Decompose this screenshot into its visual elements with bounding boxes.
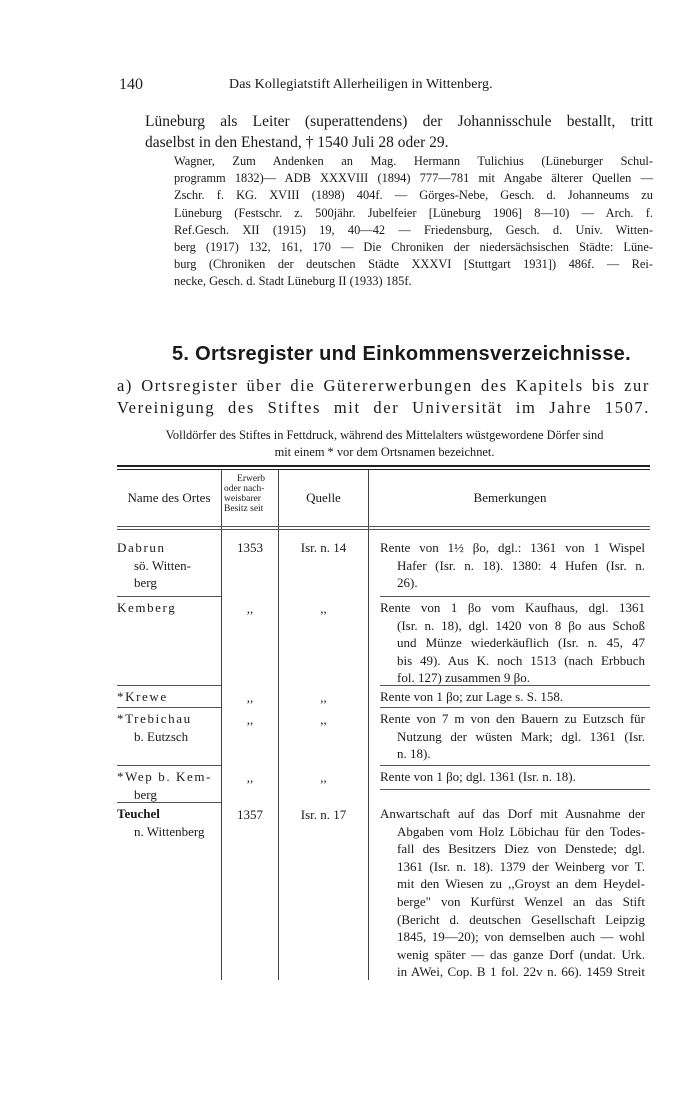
remarks <box>380 539 645 592</box>
remarks <box>380 599 645 687</box>
running-head <box>119 76 649 100</box>
remarks-line: fol. 127) zusammen 9 βo. <box>397 670 530 686</box>
header-acquired-line: Erwerb <box>237 474 265 484</box>
table-row <box>117 710 221 745</box>
remarks-line: Rente von 1 βo vom Kaufhaus, dgl. 1361 <box>380 600 645 615</box>
remarks-line: Rente von 1 βo; dgl. 1361 (Isr. n. 18). <box>380 769 576 784</box>
header-rule-thin <box>117 529 650 530</box>
header-acquired <box>224 474 278 514</box>
header-name: Name des Ortes <box>127 490 211 505</box>
row-divider <box>117 802 221 803</box>
remarks <box>380 688 645 706</box>
acquired-year: 1353 <box>237 540 263 555</box>
remarks-line: Anwartschaft auf das Dorf mit Ausnahme der <box>380 806 645 821</box>
subheading-line: Vereinigung des Stiftes mit der Universität im Jahre 1507. <box>117 398 650 417</box>
table-row <box>117 599 221 617</box>
source-ref: ,, <box>320 690 327 705</box>
remarks-line: 26). <box>397 575 418 591</box>
bib-line: Lüneburg (Festschr. z. 500jähr. Jubelfeier [Lüneburg 1906] 8—10) — Arch. f. <box>174 205 653 220</box>
subheading-line: a) Ortsregister über die Gütererwerbungen des Kapitels bis zur <box>117 376 650 395</box>
remarks-line: Nutzung der wüsten Mark; dgl. 1361 (Isr. <box>397 728 645 744</box>
page-number: 140 <box>119 76 143 93</box>
header-remarks: Bemerkungen <box>473 490 547 505</box>
remarks <box>380 768 645 786</box>
row-divider <box>117 685 221 686</box>
row-divider <box>117 707 221 708</box>
header-acquired-line: oder nach- <box>224 484 265 494</box>
remarks-line: Rente von 1½ βo, dgl.: 1361 von 1 Wispel <box>380 540 645 555</box>
header-acquired-line: weisbarer <box>224 494 261 504</box>
table-top-rule <box>117 465 650 467</box>
table-top-rule-thin <box>117 469 650 470</box>
acquired-year: 1357 <box>237 807 263 822</box>
header-acquired-line: Besitz seit <box>224 504 264 514</box>
table-row <box>117 768 221 803</box>
source-ref: ,, <box>320 712 327 727</box>
row-divider <box>380 685 650 686</box>
header-rule <box>117 526 650 527</box>
table-row <box>117 539 221 592</box>
row-divider <box>117 765 221 766</box>
row-divider <box>380 789 650 790</box>
remarks-line: in AWei, Cop. B 1 fol. 22v n. 66). 1459 Streit <box>397 964 645 980</box>
column-divider <box>368 470 369 980</box>
bib-line: Ref.Gesch. XII (1915) 19, 40—42 — Friedensburg, Gesch. d. Univ. Witten- <box>174 222 653 237</box>
bib-line: berg (1917) 132, 161, 170 — Die Chroniken der niedersächsischen Städte: Lüne- <box>174 240 653 255</box>
intro-line: mit einem * vor dem Ortsnamen bezeichnet. <box>274 445 495 459</box>
place-name: *Krewe <box>117 689 168 704</box>
bib-line: Zschr. f. KG. XVIII (1898) 404f. — Görges-Nebe, Gesch. d. Johanneums zu <box>174 188 653 203</box>
row-divider <box>117 596 221 597</box>
row-divider <box>380 596 650 597</box>
running-title: Das Kollegiatstift Allerheiligen in Wittenberg. <box>229 77 493 92</box>
remarks-line: n. 18). <box>397 746 431 762</box>
place-location: sö. Witten- <box>134 557 192 573</box>
table-row <box>117 688 221 706</box>
body-line: Lüneburg als Leiter (superattendens) der Johannisschule bestallt, tritt <box>145 113 653 130</box>
body-paragraph <box>145 111 653 153</box>
table-intro-note <box>117 427 652 461</box>
remarks-line: fall des Besitzers Diez von Denstede; dgl. <box>397 841 645 857</box>
place-name: Kemberg <box>117 600 177 615</box>
place-name: *Wep b. Kem- <box>117 769 213 784</box>
remarks-line: (Bericht d. deutschen Gesellschaft Leipzig <box>397 911 645 927</box>
row-divider <box>380 765 650 766</box>
place-name: *Trebichau <box>117 711 192 726</box>
remarks-line: bis 49). Aus K. noch 1513 (nach Erbbuch <box>397 652 645 668</box>
source-ref: ,, <box>320 770 327 785</box>
acquired-year: ,, <box>246 770 254 785</box>
remarks <box>380 805 645 981</box>
source-ref: ,, <box>320 601 327 616</box>
acquired-year: ,, <box>246 690 254 705</box>
remarks <box>380 710 645 763</box>
bib-line: Wagner, Zum Andenken an Mag. Hermann Tulichius (Lüneburger Schul- <box>174 154 653 168</box>
remarks-line: wenig später — das ganze Dorf (undat. Urk. <box>397 946 645 962</box>
table-row <box>117 805 221 840</box>
remarks-line: mit den Wiesen zu ,,Groyst an dem Heydel- <box>397 876 645 892</box>
intro-line: Volldörfer des Stiftes in Fettdruck, während des Mittelalters wüstgewordene Dörfer sind <box>165 428 604 442</box>
header-source: Quelle <box>306 490 341 505</box>
place-location: berg <box>134 575 157 591</box>
acquired-year: ,, <box>246 712 254 727</box>
remarks-line: Hafer (Isr. n. 18). 1380: 4 Hufen (Isr. n. <box>397 557 645 573</box>
subheading <box>117 375 650 419</box>
body-line: daselbst in den Ehestand, † 1540 Juli 28 oder 29. <box>145 134 449 151</box>
place-name-bold: Teuchel <box>117 806 160 821</box>
place-name: Dabrun <box>117 540 166 555</box>
remarks-line: 1361 (Isr. n. 18). 1379 der Weinberg vor T. <box>397 858 645 874</box>
source-ref: Isr. n. 17 <box>300 807 347 822</box>
remarks-line: berge" von Kurfürst Wenzel an das Stift <box>397 893 645 909</box>
acquired-year: ,, <box>246 601 254 616</box>
remarks-line: Rente von 1 βo; zur Lage s. S. 158. <box>380 689 564 704</box>
source-ref: Isr. n. 14 <box>300 540 347 555</box>
remarks-line: und Münze wiederkäuflich (Isr. n. 45, 47 <box>397 635 645 651</box>
section-heading: 5. Ortsregister und Einkommensverzeichnisse. <box>172 343 631 365</box>
remarks-line: 1845, 19—20); von demselben auch — wohl <box>397 929 645 945</box>
remarks-line: (Isr. n. 18), dgl. 1420 von 8 βo aus Schoß <box>397 617 645 633</box>
remarks-line: Rente von 7 m von den Bauern zu Eutzsch für <box>380 711 645 726</box>
remarks-line: Abgaben vom Holz Löbichau für den Todes- <box>397 823 645 839</box>
place-location: b. Eutzsch <box>134 728 189 744</box>
place-location: berg <box>134 786 157 802</box>
bib-line: burg (Chroniken der deutschen Städte XXXVI [Stuttgart 1931]) 486f. — Rei- <box>174 257 653 272</box>
bib-line: necke, Gesch. d. Stadt Lüneburg II (1933) 185f. <box>174 274 412 289</box>
bibliography <box>174 153 653 291</box>
bib-line: programm 1832)— ADB XXXVIII (1894) 777—781 mit Angabe älterer Quellen — <box>174 171 653 186</box>
place-location: n. Wittenberg <box>134 823 205 839</box>
row-divider <box>380 707 650 708</box>
